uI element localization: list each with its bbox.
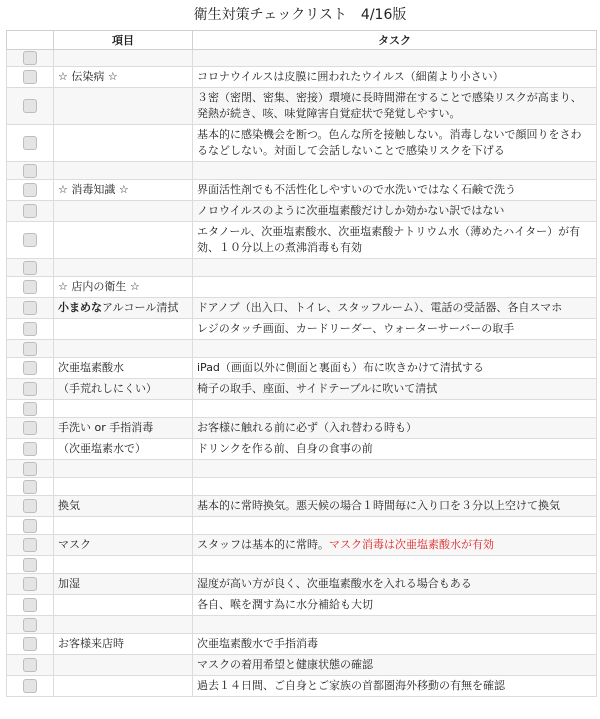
checkbox-cell [7, 298, 54, 319]
row-checkbox[interactable] [23, 204, 37, 218]
task-cell [193, 180, 597, 201]
table-row [7, 676, 597, 697]
task-cell [193, 125, 597, 162]
item-cell [54, 259, 193, 277]
row-checkbox[interactable] [23, 658, 37, 672]
task-cell [193, 439, 597, 460]
item-cell: マスク [54, 535, 193, 556]
task-cell [193, 676, 597, 697]
item-cell: 換気 [54, 496, 193, 517]
task-cell [193, 400, 597, 418]
item-cell [54, 460, 193, 478]
row-checkbox[interactable] [23, 99, 37, 113]
checkbox-cell [7, 67, 54, 88]
checkbox-cell [7, 277, 54, 298]
row-checkbox[interactable] [23, 382, 37, 396]
task-cell [193, 616, 597, 634]
checkbox-cell [7, 201, 54, 222]
task-text: 過去１４日間、ご自身とご家族の首都圏海外移動の有無を確認 [197, 679, 505, 692]
table-row [7, 201, 597, 222]
task-cell [193, 496, 597, 517]
checkbox-cell [7, 319, 54, 340]
item-cell [54, 162, 193, 180]
task-cell [193, 556, 597, 574]
row-checkbox[interactable] [23, 679, 37, 693]
task-text: コロナウイルスは皮膜に囲われたウイルス（細菌より小さい） [197, 70, 504, 83]
task-text: ドリンクを作る前、自身の食事の前 [197, 442, 373, 455]
item-cell [54, 676, 193, 697]
checkbox-cell [7, 574, 54, 595]
checkbox-cell [7, 180, 54, 201]
item-cell [54, 400, 193, 418]
item-cell: ☆ 店内の衛生 ☆ [54, 277, 193, 298]
item-cell [54, 319, 193, 340]
item-cell: ☆ 消毒知識 ☆ [54, 180, 193, 201]
checkbox-cell [7, 616, 54, 634]
table-row [7, 634, 597, 655]
task-cell [193, 88, 597, 125]
checkbox-cell [7, 340, 54, 358]
task-cell [193, 259, 597, 277]
table-row [7, 125, 597, 162]
task-cell [193, 277, 597, 298]
row-checkbox[interactable] [23, 280, 37, 294]
checkbox-cell [7, 50, 54, 67]
row-checkbox[interactable] [23, 51, 37, 65]
table-row [7, 67, 597, 88]
item-cell: 手洗い or 手指消毒 [54, 418, 193, 439]
checkbox-cell [7, 556, 54, 574]
item-cell [54, 616, 193, 634]
table-row [7, 162, 597, 180]
item-emphasis: 小まめな [58, 301, 102, 314]
task-cell [193, 595, 597, 616]
task-text: レジのタッチ画面、カードリーダー、ウォーターサーバーの取手 [197, 322, 515, 335]
task-text: ドアノブ（出入口、トイレ、スタッフルーム）、電話の受話器、各自スマホ [197, 301, 563, 314]
row-checkbox[interactable] [23, 637, 37, 651]
checkbox-cell [7, 379, 54, 400]
checkbox-cell [7, 162, 54, 180]
table-row [7, 50, 597, 67]
task-text: 界面活性剤でも不活性化しやすいので水洗いではなく石鹸で洗う [197, 183, 516, 196]
table-row [7, 460, 597, 478]
item-cell [54, 222, 193, 259]
table-row [7, 88, 597, 125]
table-row [7, 574, 597, 595]
task-cell [193, 460, 597, 478]
task-cell [193, 634, 597, 655]
task-cell [193, 418, 597, 439]
row-checkbox[interactable] [23, 538, 37, 552]
table-row [7, 400, 597, 418]
task-text: ノロウイルスのように次亜塩素酸だけしか効かない訳ではない [197, 204, 505, 217]
item-cell [54, 50, 193, 67]
checkbox-cell [7, 460, 54, 478]
checkbox-cell [7, 222, 54, 259]
task-note-red: マスク消毒は次亜塩素酸水が有効 [329, 538, 494, 551]
table-row [7, 298, 597, 319]
item-label: アルコール清拭 [102, 301, 179, 314]
row-checkbox[interactable] [23, 577, 37, 591]
item-cell [54, 478, 193, 496]
table-row [7, 496, 597, 517]
task-text: iPad（画面以外に側面と裏面も）布に吹きかけて清拭する [197, 361, 484, 374]
item-cell [54, 340, 193, 358]
checkbox-cell [7, 535, 54, 556]
task-text: ３密（密閉、密集、密接）環境に長時間滞在することで感染リスクが高まり、発熱が続き、咳、味覚障害自覚症状で発覚しやすい。 [197, 91, 582, 120]
task-text: 基本的に感染機会を断つ。色んな所を接触しない。消毒しないで顔回りをさわるなどしない。対面して会話しないことで感染リスクを下げる [197, 128, 582, 157]
row-checkbox[interactable] [23, 136, 37, 150]
item-cell: 次亜塩素酸水 [54, 358, 193, 379]
table-row [7, 277, 597, 298]
task-text: 基本的に常時換気。悪天候の場合１時間毎に入り口を３分以上空けて換気 [197, 499, 560, 512]
table-row [7, 478, 597, 496]
checkbox-cell [7, 439, 54, 460]
task-cell [193, 298, 597, 319]
table-row [7, 535, 597, 556]
checkbox-cell [7, 517, 54, 535]
row-checkbox[interactable] [23, 421, 37, 435]
item-cell: ☆ 伝染病 ☆ [54, 67, 193, 88]
header-checkbox-col [7, 31, 54, 50]
checkbox-cell [7, 676, 54, 697]
row-checkbox[interactable] [23, 183, 37, 197]
task-text: 次亜塩素酸水で手指消毒 [197, 637, 318, 650]
task-cell [193, 574, 597, 595]
table-row [7, 418, 597, 439]
task-text: 各自、喉を潤す為に水分補給も大切 [197, 598, 373, 611]
checkbox-cell [7, 496, 54, 517]
row-checkbox[interactable] [23, 342, 37, 356]
table-row [7, 616, 597, 634]
checkbox-cell [7, 634, 54, 655]
item-cell: （次亜塩素水で） [54, 439, 193, 460]
document-title: 衛生対策チェックリスト 4/16版 [193, 7, 407, 23]
task-text: スタッフは基本的に常時。 [197, 538, 329, 551]
row-checkbox[interactable] [23, 442, 37, 456]
table-row [7, 439, 597, 460]
row-checkbox[interactable] [23, 499, 37, 513]
checklist-table [6, 30, 597, 697]
task-cell [193, 379, 597, 400]
checkbox-cell [7, 125, 54, 162]
item-cell: 加湿 [54, 574, 193, 595]
item-cell [54, 201, 193, 222]
row-checkbox[interactable] [23, 558, 37, 572]
row-checkbox[interactable] [23, 462, 37, 476]
task-text: 湿度が高い方が良く、次亜塩素酸水を入れる場合もある [197, 577, 472, 590]
table-row [7, 556, 597, 574]
row-checkbox[interactable] [23, 598, 37, 612]
task-cell [193, 222, 597, 259]
task-text: エタノール、次亜塩素酸水、次亜塩素酸ナトリウム水（薄めたハイター）が有効、１０分以上の煮沸消毒も有効 [197, 225, 581, 254]
checkbox-cell [7, 418, 54, 439]
table-row [7, 259, 597, 277]
table-row [7, 340, 597, 358]
item-cell [54, 655, 193, 676]
item-cell: （手荒れしにくい） [54, 379, 193, 400]
checkbox-cell [7, 595, 54, 616]
checkbox-cell [7, 655, 54, 676]
table-row [7, 180, 597, 201]
task-cell [193, 319, 597, 340]
task-cell [193, 340, 597, 358]
task-cell [193, 655, 597, 676]
row-checkbox[interactable] [23, 322, 37, 336]
table-header-row [7, 31, 597, 50]
item-cell: お客様来店時 [54, 634, 193, 655]
row-checkbox[interactable] [23, 519, 37, 533]
task-cell [193, 358, 597, 379]
item-cell [54, 556, 193, 574]
table-row [7, 358, 597, 379]
row-checkbox[interactable] [23, 164, 37, 178]
table-row [7, 595, 597, 616]
task-cell [193, 535, 597, 556]
task-cell [193, 67, 597, 88]
task-text: お客様に触れる前に必ず（入れ替わる時も） [197, 421, 417, 434]
table-row [7, 379, 597, 400]
row-checkbox[interactable] [23, 402, 37, 416]
item-cell [54, 88, 193, 125]
table-row [7, 319, 597, 340]
checkbox-cell [7, 259, 54, 277]
table-row [7, 517, 597, 535]
task-cell [193, 162, 597, 180]
item-cell [54, 517, 193, 535]
table-row [7, 655, 597, 676]
task-text: 椅子の取手、座面、サイドテーブルに吹いて清拭 [197, 382, 438, 395]
item-cell [54, 298, 193, 319]
row-checkbox[interactable] [23, 261, 37, 275]
row-checkbox[interactable] [23, 301, 37, 315]
task-cell [193, 517, 597, 535]
task-cell [193, 201, 597, 222]
item-cell [54, 125, 193, 162]
row-checkbox[interactable] [23, 480, 37, 494]
checkbox-cell [7, 400, 54, 418]
item-cell [54, 595, 193, 616]
checkbox-cell [7, 88, 54, 125]
row-checkbox[interactable] [23, 70, 37, 84]
task-cell [193, 50, 597, 67]
row-checkbox[interactable] [23, 361, 37, 375]
checkbox-cell [7, 478, 54, 496]
task-text: マスクの着用希望と健康状態の確認 [197, 658, 373, 671]
header-task: タスク [193, 31, 597, 50]
checkbox-cell [7, 358, 54, 379]
row-checkbox[interactable] [23, 618, 37, 632]
task-cell [193, 478, 597, 496]
row-checkbox[interactable] [23, 233, 37, 247]
table-row [7, 222, 597, 259]
header-item: 項目 [54, 31, 193, 50]
